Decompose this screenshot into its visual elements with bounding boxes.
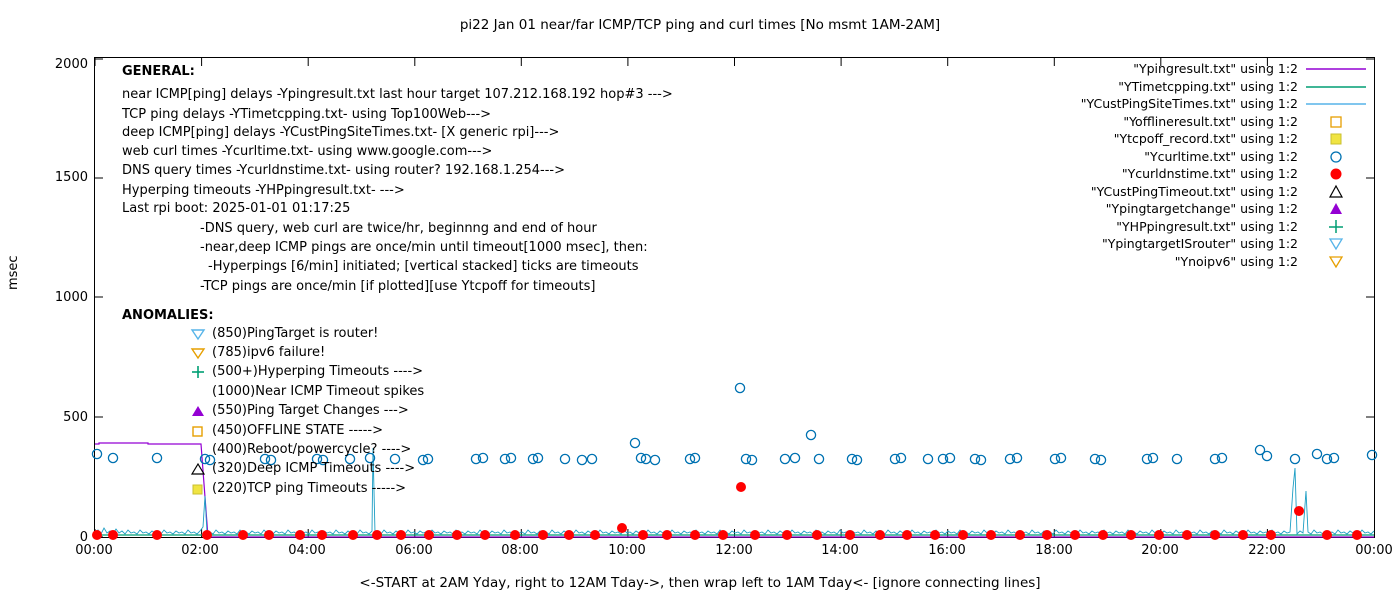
legend-symbol-circle-open-blue xyxy=(1302,148,1370,166)
general-line-2: deep ICMP[ping] delays -YCustPingSiteTimes.txt- [X generic rpi]---> xyxy=(122,125,560,140)
x-tick-0: 00:00 xyxy=(75,543,113,558)
general-line-6: Last rpi boot: 2025-01-01 01:17:25 xyxy=(122,201,351,216)
triangle-up-open-icon xyxy=(190,461,212,481)
anomaly-label-6: (400)Reboot/powercycle? ----> xyxy=(212,442,412,457)
legend-symbol-plus-green xyxy=(1302,218,1370,236)
legend-symbol-line-purple xyxy=(1302,60,1370,78)
legend-label-0: "Ypingresult.txt" using 1:2 xyxy=(1133,61,1298,76)
x-tick-9: 18:00 xyxy=(1035,543,1073,558)
chart-title: pi22 Jan 01 near/far ICMP/TCP ping and curl times [No msmt 1AM-2AM] xyxy=(459,17,941,33)
anomaly-label-2: (500+)Hyperping Timeouts ----> xyxy=(212,364,424,379)
legend-item-7 xyxy=(920,183,1370,201)
anomaly-label-0: (850)PingTarget is router! xyxy=(212,326,379,341)
legend-symbol-triangle-open-black xyxy=(1302,183,1370,201)
y-tick-0: 0 xyxy=(79,530,88,545)
legend-label-10: "YpingtargetISrouter" using 1:2 xyxy=(1101,236,1298,251)
anomaly-row-3 xyxy=(190,384,424,399)
legend-label-8: "Ypingtargetchange" using 1:2 xyxy=(1105,201,1298,216)
general-line-4: DNS query times -Ycurldnstime.txt- using router? 192.168.1.254---> xyxy=(122,163,566,178)
x-tick-5: 10:00 xyxy=(608,543,646,558)
legend-item-8 xyxy=(920,200,1370,218)
legend-label-2: "YCustPingSiteTimes.txt" using 1:2 xyxy=(1080,96,1298,111)
legend-symbol-circle-filled-red xyxy=(1302,165,1370,183)
y-tick-1000: 1000 xyxy=(54,290,88,305)
legend-label-5: "Ycurltime.txt" using 1:2 xyxy=(1144,148,1298,164)
anomaly-row-1 xyxy=(190,345,325,360)
legend-item-5 xyxy=(920,148,1370,166)
legend-item-6 xyxy=(920,165,1370,183)
general-note-2: -Hyperpings [6/min] initiated; [vertical stacked] ticks are timeouts xyxy=(208,259,639,274)
legend-item-3 xyxy=(920,113,1370,131)
triangle-down-orange-icon xyxy=(190,345,212,365)
no-icon xyxy=(190,384,212,404)
legend-item-2 xyxy=(920,95,1370,113)
legend-symbol-square-open-orange xyxy=(1302,113,1370,131)
general-note-3: -TCP pings are once/min [if plotted][use Ytcpoff for timeouts] xyxy=(200,279,596,294)
square-orange-open-icon xyxy=(190,423,212,443)
anomaly-label-1: (785)ipv6 failure! xyxy=(212,345,326,360)
legend-symbol-line-green xyxy=(1302,78,1370,96)
anomaly-label-8: (220)TCP ping Timeouts -----> xyxy=(212,481,407,496)
anomaly-label-5: (450)OFFLINE STATE -----> xyxy=(212,423,383,438)
x-tick-6: 12:00 xyxy=(715,543,753,558)
legend-item-10 xyxy=(920,235,1370,253)
x-tick-11: 22:00 xyxy=(1248,543,1286,558)
general-line-3: web curl times -Ycurltime.txt- using www.google.com---> xyxy=(122,144,493,159)
legend-symbol-triangle-down-open-orange xyxy=(1302,253,1370,271)
legend-item-0 xyxy=(920,60,1370,78)
legend-label-9: "YHPpingresult.txt" using 1:2 xyxy=(1116,218,1298,234)
anomaly-label-4: (550)Ping Target Changes ---> xyxy=(212,403,409,418)
x-axis-label: <-START at 2AM Yday, right to 12AM Tday->, then wrap left to 1AM Tday<- [ignore connecting lines] xyxy=(359,575,1041,591)
legend xyxy=(920,60,1370,270)
general-heading: GENERAL: xyxy=(122,64,195,79)
legend-symbol-triangle-down-open-cyan xyxy=(1302,235,1370,253)
triangle-up-purple-icon xyxy=(190,403,212,423)
legend-label-11: "Ynoipv6" using 1:2 xyxy=(1174,253,1298,269)
y-tick-2000: 2000 xyxy=(54,57,88,72)
anomaly-label-3: (1000)Near ICMP Timeout spikes xyxy=(212,384,425,399)
x-tick-1: 02:00 xyxy=(181,543,219,558)
anomaly-row-4 xyxy=(190,403,409,418)
legend-label-1: "YTimetcpping.txt" using 1:2 xyxy=(1118,78,1298,94)
general-line-0: near ICMP[ping] delays -Ypingresult.txt last hour target 107.212.168.192 hop#3 ---> xyxy=(122,87,673,102)
x-tick-12: 00:00 xyxy=(1355,543,1393,558)
x-tick-7: 14:00 xyxy=(821,543,859,558)
legend-label-7: "YCustPingTimeout.txt" using 1:2 xyxy=(1090,183,1298,199)
y-axis-label: msec xyxy=(6,255,21,290)
legend-symbol-square-filled-yellow xyxy=(1302,130,1370,148)
general-note-1: -near,deep ICMP pings are once/min until timeout[1000 msec], then: xyxy=(200,240,648,255)
general-note-0: -DNS query, web curl are twice/hr, beginnng and end of hour xyxy=(200,221,597,236)
general-line-1: TCP ping delays -YTimetcpping.txt- using Top100Web---> xyxy=(122,107,492,122)
anomaly-row-8 xyxy=(190,481,406,496)
plus-green-icon xyxy=(190,364,212,384)
legend-item-9 xyxy=(920,218,1370,236)
legend-label-6: "Ycurldnstime.txt" using 1:2 xyxy=(1121,166,1298,181)
y-tick-1500: 1500 xyxy=(54,170,88,185)
anomaly-row-7 xyxy=(190,461,415,476)
anomalies-heading: ANOMALIES: xyxy=(122,308,214,323)
legend-symbol-line-cyan xyxy=(1302,95,1370,113)
legend-item-11 xyxy=(920,253,1370,271)
legend-symbol-triangle-filled-purple xyxy=(1302,200,1370,218)
no-icon xyxy=(190,442,212,462)
x-tick-4: 08:00 xyxy=(501,543,539,558)
x-tick-2: 04:00 xyxy=(288,543,326,558)
legend-label-4: "Ytcpoff_record.txt" using 1:2 xyxy=(1113,131,1298,146)
legend-label-3: "Yofflineresult.txt" using 1:2 xyxy=(1123,113,1298,129)
legend-item-1 xyxy=(920,78,1370,96)
anomaly-label-7: (320)Deep ICMP Timeouts ----> xyxy=(212,461,416,476)
y-tick-500: 500 xyxy=(63,410,88,425)
legend-item-4 xyxy=(920,130,1370,148)
general-line-5: Hyperping timeouts -YHPpingresult.txt- ---> xyxy=(122,183,405,198)
x-tick-10: 20:00 xyxy=(1141,543,1179,558)
anomaly-row-2 xyxy=(190,364,423,379)
x-tick-3: 06:00 xyxy=(395,543,433,558)
triangle-down-cyan-icon xyxy=(190,326,212,346)
anomaly-row-0 xyxy=(190,326,378,341)
anomaly-row-5 xyxy=(190,423,383,438)
square-yellow-filled-icon xyxy=(190,481,212,501)
x-tick-8: 16:00 xyxy=(928,543,966,558)
anomaly-row-6 xyxy=(190,442,411,457)
